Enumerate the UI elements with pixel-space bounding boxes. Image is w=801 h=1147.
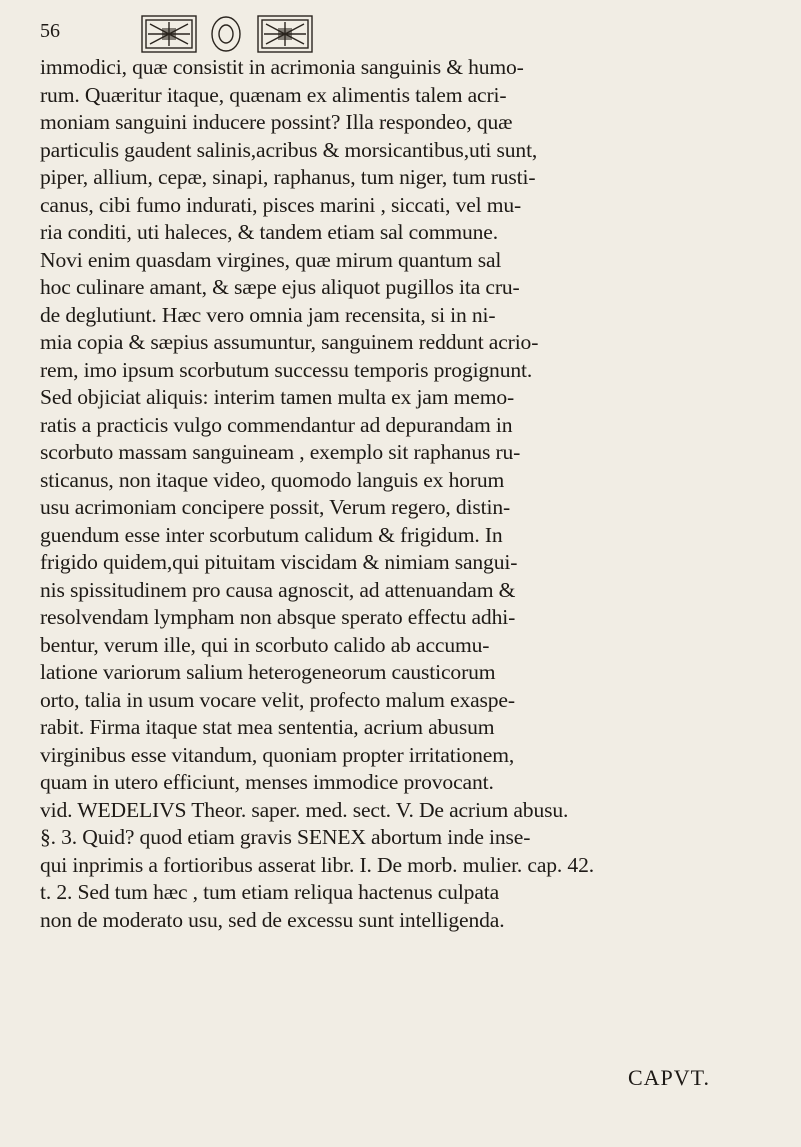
text-line: resolvendam lympham non absque sperato effectu adhi- [40,605,516,629]
text-line: quam in utero efficiunt, menses immodice provocant. [40,770,494,794]
text-line: orto, talia in usum vocare velit, profecto malum exaspe- [40,687,515,712]
text-line: ratis a practicis vulgo commendantur ad depurandam in [40,412,513,437]
text-line: frigido quidem,qui pituitam viscidam & nimiam sangui- [40,550,518,574]
text-line: particulis gaudent salinis,acribus & morsicantibus,uti sunt, [40,137,538,162]
text-line: moniam sanguini inducere possint? Illa respondeo, quæ [40,110,513,134]
text-line: sticanus, non itaque video, quomodo languis ex horum [40,467,505,492]
text-line: §. 3. Quid? quod etiam gravis SENEX abortum inde inse- [40,825,531,849]
text-line: latione variorum salium heterogeneorum causticorum [40,660,496,684]
text-line: canus, cibi fumo indurati, pisces marini , siccati, vel mu- [40,192,522,217]
text-line: qui inprimis a fortioribus asserat libr. I. De morb. mulier. cap. 42. [40,852,594,877]
text-line: rem, imo ipsum scorbutum successu temporis progignunt. [40,357,533,382]
ornament-headpiece-icon [140,10,340,58]
text-line: rum. Quæritur itaque, quænam ex alimentis talem acri- [40,82,507,107]
text-line: ria conditi, uti haleces, & tandem etiam sal commune. [40,220,498,244]
text-line: bentur, verum ille, qui in scorbuto calido ab accumu- [40,632,490,657]
text-line: de deglutiunt. Hæc vero omnia jam recensita, si in ni- [40,302,496,327]
text-line: nis spissitudinem pro causa agnoscit, ad attenuandam & [40,577,516,602]
text-line: usu acrimoniam concipere possit, Verum regero, distin- [40,495,511,519]
text-line: hoc culinare amant, & sæpe ejus aliquot pugillos ita cru- [40,275,520,299]
text-line: rabit. Firma itaque stat mea sententia, acrium abusum [40,715,495,739]
text-line: piper, allium, cepæ, sinapi, raphanus, tum niger, tum rusti- [40,165,536,189]
text-line: non de moderato usu, sed de excessu sunt intelligenda. [40,907,505,932]
page-number: 56 [40,20,60,42]
text-line: virginibus esse vitandum, quoniam propter irritationem, [40,742,515,767]
text-line: vid. WEDELIVS Theor. saper. med. sect. V. De acrium abusu. [40,797,569,822]
catchword: CAPVT. [628,1065,710,1090]
text-line: Novi enim quasdam virgines, quæ mirum quantum sal [40,247,502,272]
body-text [40,54,760,934]
text-line: scorbuto massam sanguineam , exemplo sit raphanus ru- [40,440,521,464]
text-line: mia copia & sæpius assumuntur, sanguinem reddunt acrio- [40,330,539,354]
text-line: t. 2. Sed tum hæc , tum etiam reliqua hactenus culpata [40,880,500,904]
text-line: guendum esse inter scorbutum calidum & frigidum. In [40,522,503,547]
text-line: Sed objiciat aliquis: interim tamen multa ex jam memo- [40,385,515,409]
text-line: immodici, quæ consistit in acrimonia sanguinis & humo- [40,55,524,79]
